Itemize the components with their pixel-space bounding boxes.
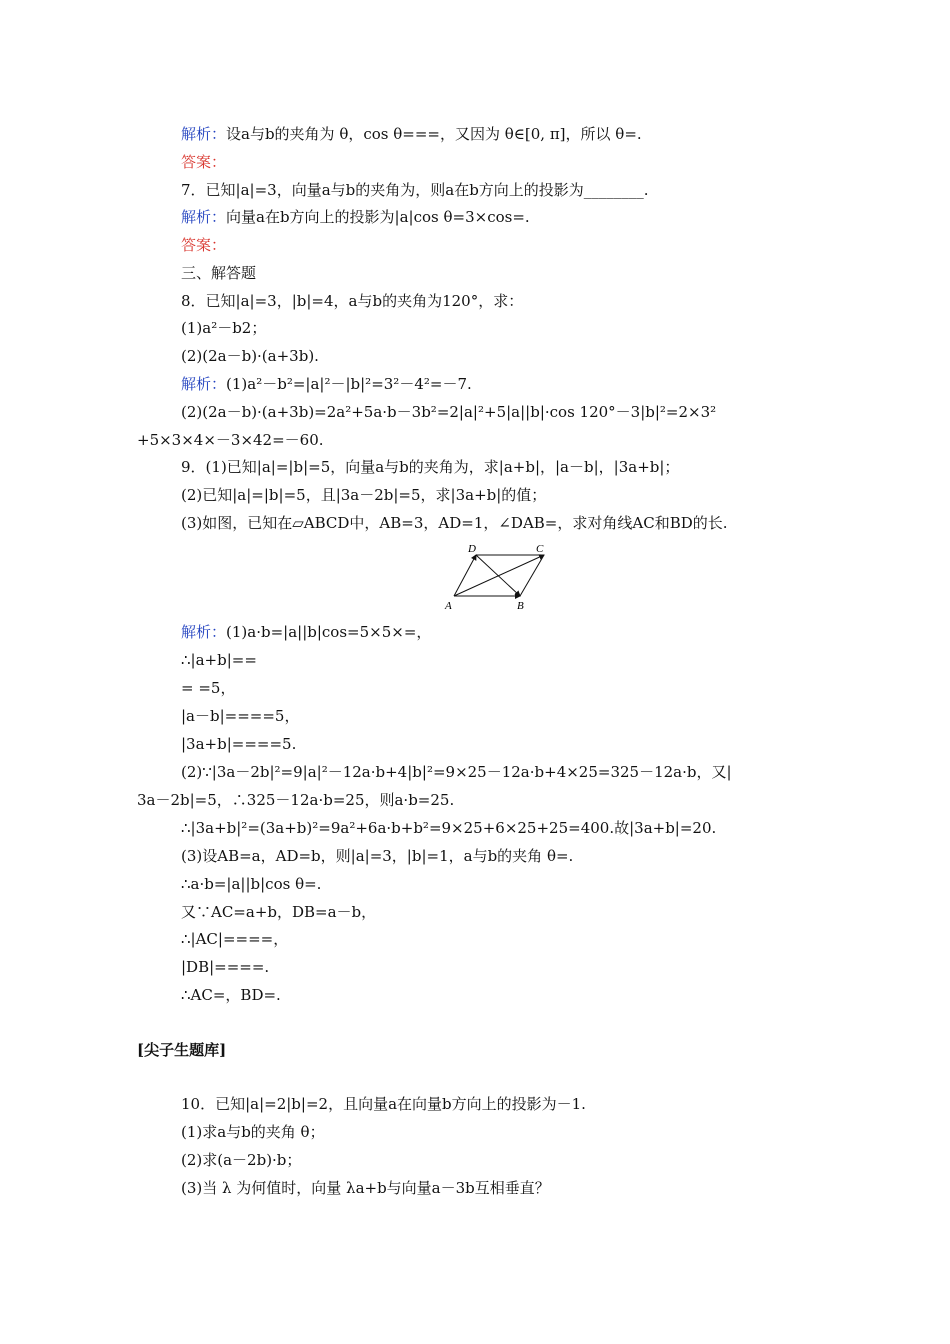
line-3: [181, 207, 530, 227]
parallelogram-figure: [440, 542, 560, 614]
line-0: [181, 124, 642, 144]
line-text: 9．(1)已知|a|=|b|=5，向量a与b的夹角为，求|a+b|，|a－b|，|3a+b|；: [181, 458, 680, 476]
line-10: [181, 402, 716, 422]
line-text: (1)求a与b的夹角 θ；: [181, 1123, 325, 1141]
line-30: [181, 1094, 586, 1114]
section-heading: [181, 263, 256, 283]
vertex-label-c: C: [536, 543, 544, 555]
line-11: [137, 430, 324, 450]
line-text: (3)当 λ 为何值时，向量 λa+b与向量a－3b互相垂直？: [181, 1179, 550, 1197]
line-22: [181, 818, 716, 838]
line-text: |3a+b|====5.: [181, 735, 297, 753]
line-text: (2)(2a－b)·(a+3b).: [181, 347, 319, 365]
line-9: [181, 374, 472, 394]
line-2: [181, 180, 649, 200]
line-text: (2)∵|3a－2b|²=9|a|²－12a·b+4|b|²=9×25－12a·b+4×25=325－12a·b，又|: [181, 763, 732, 781]
line-33: [181, 1178, 550, 1198]
line-1: [181, 152, 226, 172]
line-text: (1)a²－b²=|a|²－|b|²=3²－4²=－7.: [226, 375, 472, 393]
line-text: 设a与b的夹角为 θ，cos θ===，又因为 θ∈[0, π]，所以 θ=.: [226, 125, 642, 143]
line-15: [181, 622, 431, 642]
analysis-label: 解析：: [181, 125, 227, 143]
line-32: [181, 1150, 301, 1170]
line-text: (2)求(a－2b)·b；: [181, 1151, 302, 1169]
vertex-label-a: A: [445, 600, 452, 612]
line-26: [181, 929, 288, 949]
line-31: [181, 1122, 325, 1142]
line-24: [181, 874, 321, 894]
line-23: [181, 846, 573, 866]
line-12: [181, 457, 679, 477]
line-text: (2)已知|a|=|b|=5，且|3a－2b|=5，求|3a+b|的值；: [181, 486, 547, 504]
analysis-label: 解析：: [181, 623, 227, 641]
line-text: 7．已知|a|=3，向量a与b的夹角为，则a在b方向上的投影为________.: [181, 181, 649, 199]
vertex-label-d: D: [468, 543, 476, 555]
line-text: 10．已知|a|=2|b|=2，且向量a在向量b方向上的投影为－1.: [181, 1095, 586, 1113]
answer-label: 答案：: [181, 153, 227, 171]
line-18: [181, 706, 299, 726]
line-text: (1)a²－b2；: [181, 319, 267, 337]
line-text: ∴|AC|====，: [181, 930, 289, 948]
line-text: ∴|3a+b|²=(3a+b)²=9a²+6a·b+b²=9×25+6×25+25=400.故|3a+b|=20.: [181, 819, 717, 837]
line-20: [181, 762, 732, 782]
line-text: |DB|====.: [181, 958, 270, 976]
line-text: +5×3×4×－3×42=－60.: [137, 431, 324, 449]
line-text: [尖子生题库]: [137, 1041, 227, 1059]
line-8: [181, 346, 319, 366]
section-heading-top-students: [137, 1040, 226, 1060]
line-text: 向量a在b方向上的投影为|a|cos θ=3×cos=.: [226, 208, 530, 226]
line-text: ∴a·b=|a||b|cos θ=.: [181, 875, 322, 893]
line-text: 又∵AC=a+b，DB=a－b，: [181, 903, 377, 921]
edge-bc: [520, 555, 544, 596]
line-text: (3)如图，已知在▱ABCD中，AB=3，AD=1，∠DAB=，求对角线AC和BD的长.: [181, 514, 728, 532]
line-text: ∴|a+b|==: [181, 651, 257, 669]
line-27: [181, 957, 269, 977]
vertex-label-b: B: [517, 600, 524, 612]
line-21: [137, 790, 454, 810]
line-text: |a－b|====5，: [181, 707, 300, 725]
line-text: 8．已知|a|=3，|b|=4，a与b的夹角为120°，求：: [181, 292, 524, 310]
analysis-label: 解析：: [181, 375, 227, 393]
edge-ad: [454, 555, 476, 596]
line-text: (3)设AB=a，AD=b，则|a|=3，|b|=1，a与b的夹角 θ=.: [181, 847, 574, 865]
line-19: [181, 734, 296, 754]
line-text: ∴AC=，BD=.: [181, 986, 281, 1004]
line-16: [181, 650, 257, 670]
line-25: [181, 902, 376, 922]
line-13: [181, 485, 546, 505]
line-4: [181, 235, 226, 255]
line-text: 3a－2b|=5，∴325－12a·b=25，则a·b=25.: [137, 791, 455, 809]
line-text: = =5，: [181, 679, 236, 697]
analysis-label: 解析：: [181, 208, 227, 226]
diagonal-ac: [454, 555, 544, 596]
line-text: (1)a·b=|a||b|cos=5×5×=，: [226, 623, 432, 641]
line-7: [181, 318, 266, 338]
line-17: [181, 678, 235, 698]
line-text: (2)(2a－b)·(a+3b)=2a²+5a·b－3b²=2|a|²+5|a||b|·cos 120°－3|b|²=2×3²: [181, 403, 717, 421]
diagonal-db: [476, 555, 520, 596]
line-28: [181, 985, 281, 1005]
answer-label: 答案：: [181, 236, 227, 254]
line-6: [181, 291, 523, 311]
line-text: 三、解答题: [181, 264, 257, 282]
line-14: [181, 513, 728, 533]
